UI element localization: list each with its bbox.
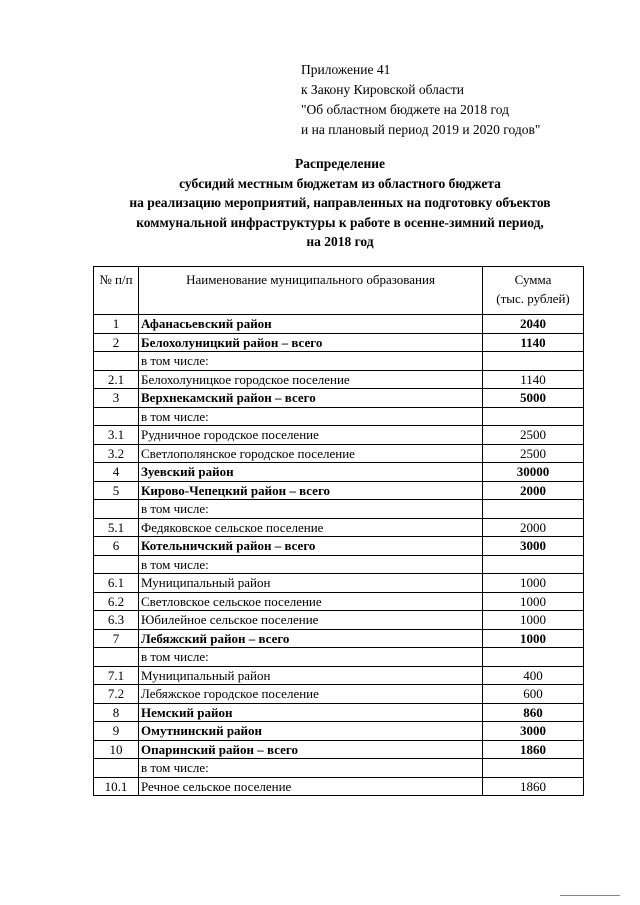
row-name: Федяковское сельское поселение [139, 518, 483, 537]
header-sum-line2: (тыс. рублей) [496, 291, 570, 306]
title-line: Распределение [294, 156, 386, 171]
row-amount: 2500 [483, 426, 584, 445]
row-amount: 400 [483, 666, 584, 685]
row-name: в том числе: [139, 407, 483, 426]
row-amount: 2000 [483, 518, 584, 537]
table-row [94, 352, 584, 371]
row-amount: 860 [483, 703, 584, 722]
row-amount [483, 648, 584, 667]
appendix-line: и на плановый период 2019 и 2020 годов" [301, 122, 541, 137]
table-row [94, 518, 584, 537]
row-number: 6 [94, 537, 139, 556]
row-number: 6.2 [94, 592, 139, 611]
row-amount: 600 [483, 685, 584, 704]
row-name: Верхнекамский район – всего [139, 389, 483, 408]
row-amount: 2000 [483, 481, 584, 500]
row-amount: 1000 [483, 611, 584, 630]
row-number: 10 [94, 740, 139, 759]
row-number: 6.3 [94, 611, 139, 630]
table-row [94, 389, 584, 408]
row-name: Афанасьевский район [139, 315, 483, 334]
row-amount: 1000 [483, 592, 584, 611]
row-amount [483, 352, 584, 371]
document-title [60, 154, 620, 252]
table-row [94, 722, 584, 741]
row-name: Омутнинский район [139, 722, 483, 741]
row-number: 6.1 [94, 574, 139, 593]
appendix-line: Приложение 41 [301, 62, 391, 77]
row-amount: 2500 [483, 444, 584, 463]
row-name: Котельничский район – всего [139, 537, 483, 556]
appendix-line: к Закону Кировской области [301, 82, 465, 97]
page-rule [560, 895, 620, 896]
row-number [94, 352, 139, 371]
row-amount: 1860 [483, 740, 584, 759]
row-name: в том числе: [139, 352, 483, 371]
table-header-row [94, 267, 584, 315]
row-name: Кирово-Чепецкий район – всего [139, 481, 483, 500]
table-row [94, 555, 584, 574]
table-row [94, 370, 584, 389]
row-number: 5.1 [94, 518, 139, 537]
row-amount: 5000 [483, 389, 584, 408]
table-row [94, 592, 584, 611]
row-number: 7.1 [94, 666, 139, 685]
row-name: Лебяжский район – всего [139, 629, 483, 648]
row-name: Белохолуницкий район – всего [139, 333, 483, 352]
table-row [94, 426, 584, 445]
header-name: Наименование муниципального образования [139, 267, 483, 315]
table-row [94, 777, 584, 796]
row-amount: 30000 [483, 463, 584, 482]
row-number: 3.2 [94, 444, 139, 463]
row-number: 3.1 [94, 426, 139, 445]
subsidy-table [93, 266, 584, 796]
row-number [94, 648, 139, 667]
row-number [94, 759, 139, 778]
appendix-header [301, 60, 540, 140]
row-amount: 1000 [483, 574, 584, 593]
table-row [94, 740, 584, 759]
row-number: 3 [94, 389, 139, 408]
table-row [94, 315, 584, 334]
table-row [94, 537, 584, 556]
row-name: в том числе: [139, 555, 483, 574]
title-line: на реализацию мероприятий, направленных на подготовку объектов [129, 195, 551, 210]
row-amount: 1140 [483, 370, 584, 389]
row-amount: 3000 [483, 537, 584, 556]
row-number: 10.1 [94, 777, 139, 796]
row-name: в том числе: [139, 500, 483, 519]
row-name: Юбилейное сельское поселение [139, 611, 483, 630]
table-row [94, 481, 584, 500]
header-sum [483, 267, 584, 315]
row-amount [483, 407, 584, 426]
row-number: 7 [94, 629, 139, 648]
title-line: субсидий местным бюджетам из областного бюджета [179, 175, 501, 191]
row-number: 9 [94, 722, 139, 741]
row-name: Белохолуницкое городское поселение [139, 370, 483, 389]
table-row [94, 648, 584, 667]
appendix-line: "Об областном бюджете на 2018 год [301, 102, 509, 117]
row-name: Зуевский район [139, 463, 483, 482]
row-name: Светловское сельское поселение [139, 592, 483, 611]
header-num: № п/п [94, 267, 139, 315]
row-amount [483, 555, 584, 574]
row-number: 7.2 [94, 685, 139, 704]
table-row [94, 574, 584, 593]
table-row [94, 611, 584, 630]
row-name: Речное сельское поселение [139, 777, 483, 796]
row-number: 5 [94, 481, 139, 500]
row-name: в том числе: [139, 759, 483, 778]
row-amount: 3000 [483, 722, 584, 741]
row-number [94, 555, 139, 574]
row-name: в том числе: [139, 648, 483, 667]
row-number: 4 [94, 463, 139, 482]
title-line: на 2018 год [306, 234, 374, 249]
row-number [94, 500, 139, 519]
row-name: Рудничное городское поселение [139, 426, 483, 445]
table-row [94, 444, 584, 463]
row-amount [483, 500, 584, 519]
row-amount: 2040 [483, 315, 584, 334]
row-number: 2 [94, 333, 139, 352]
row-amount: 1860 [483, 777, 584, 796]
table-row [94, 500, 584, 519]
table-row [94, 685, 584, 704]
row-name: Муниципальный район [139, 574, 483, 593]
row-number [94, 407, 139, 426]
table-row [94, 703, 584, 722]
row-name: Лебяжское городское поселение [139, 685, 483, 704]
row-name: Муниципальный район [139, 666, 483, 685]
row-amount: 1140 [483, 333, 584, 352]
table-row [94, 629, 584, 648]
table-row [94, 666, 584, 685]
row-name: Светлополянское городское поселение [139, 444, 483, 463]
table-row [94, 407, 584, 426]
table-row [94, 759, 584, 778]
header-sum-line1: Сумма [514, 272, 552, 287]
row-number: 2.1 [94, 370, 139, 389]
row-name: Опаринский район – всего [139, 740, 483, 759]
title-line: коммунальной инфраструктуры к работе в осенне-зимний период, [136, 214, 544, 230]
table-row [94, 333, 584, 352]
row-amount: 1000 [483, 629, 584, 648]
row-number: 1 [94, 315, 139, 334]
table-row [94, 463, 584, 482]
row-name: Немский район [139, 703, 483, 722]
row-amount [483, 759, 584, 778]
row-number: 8 [94, 703, 139, 722]
